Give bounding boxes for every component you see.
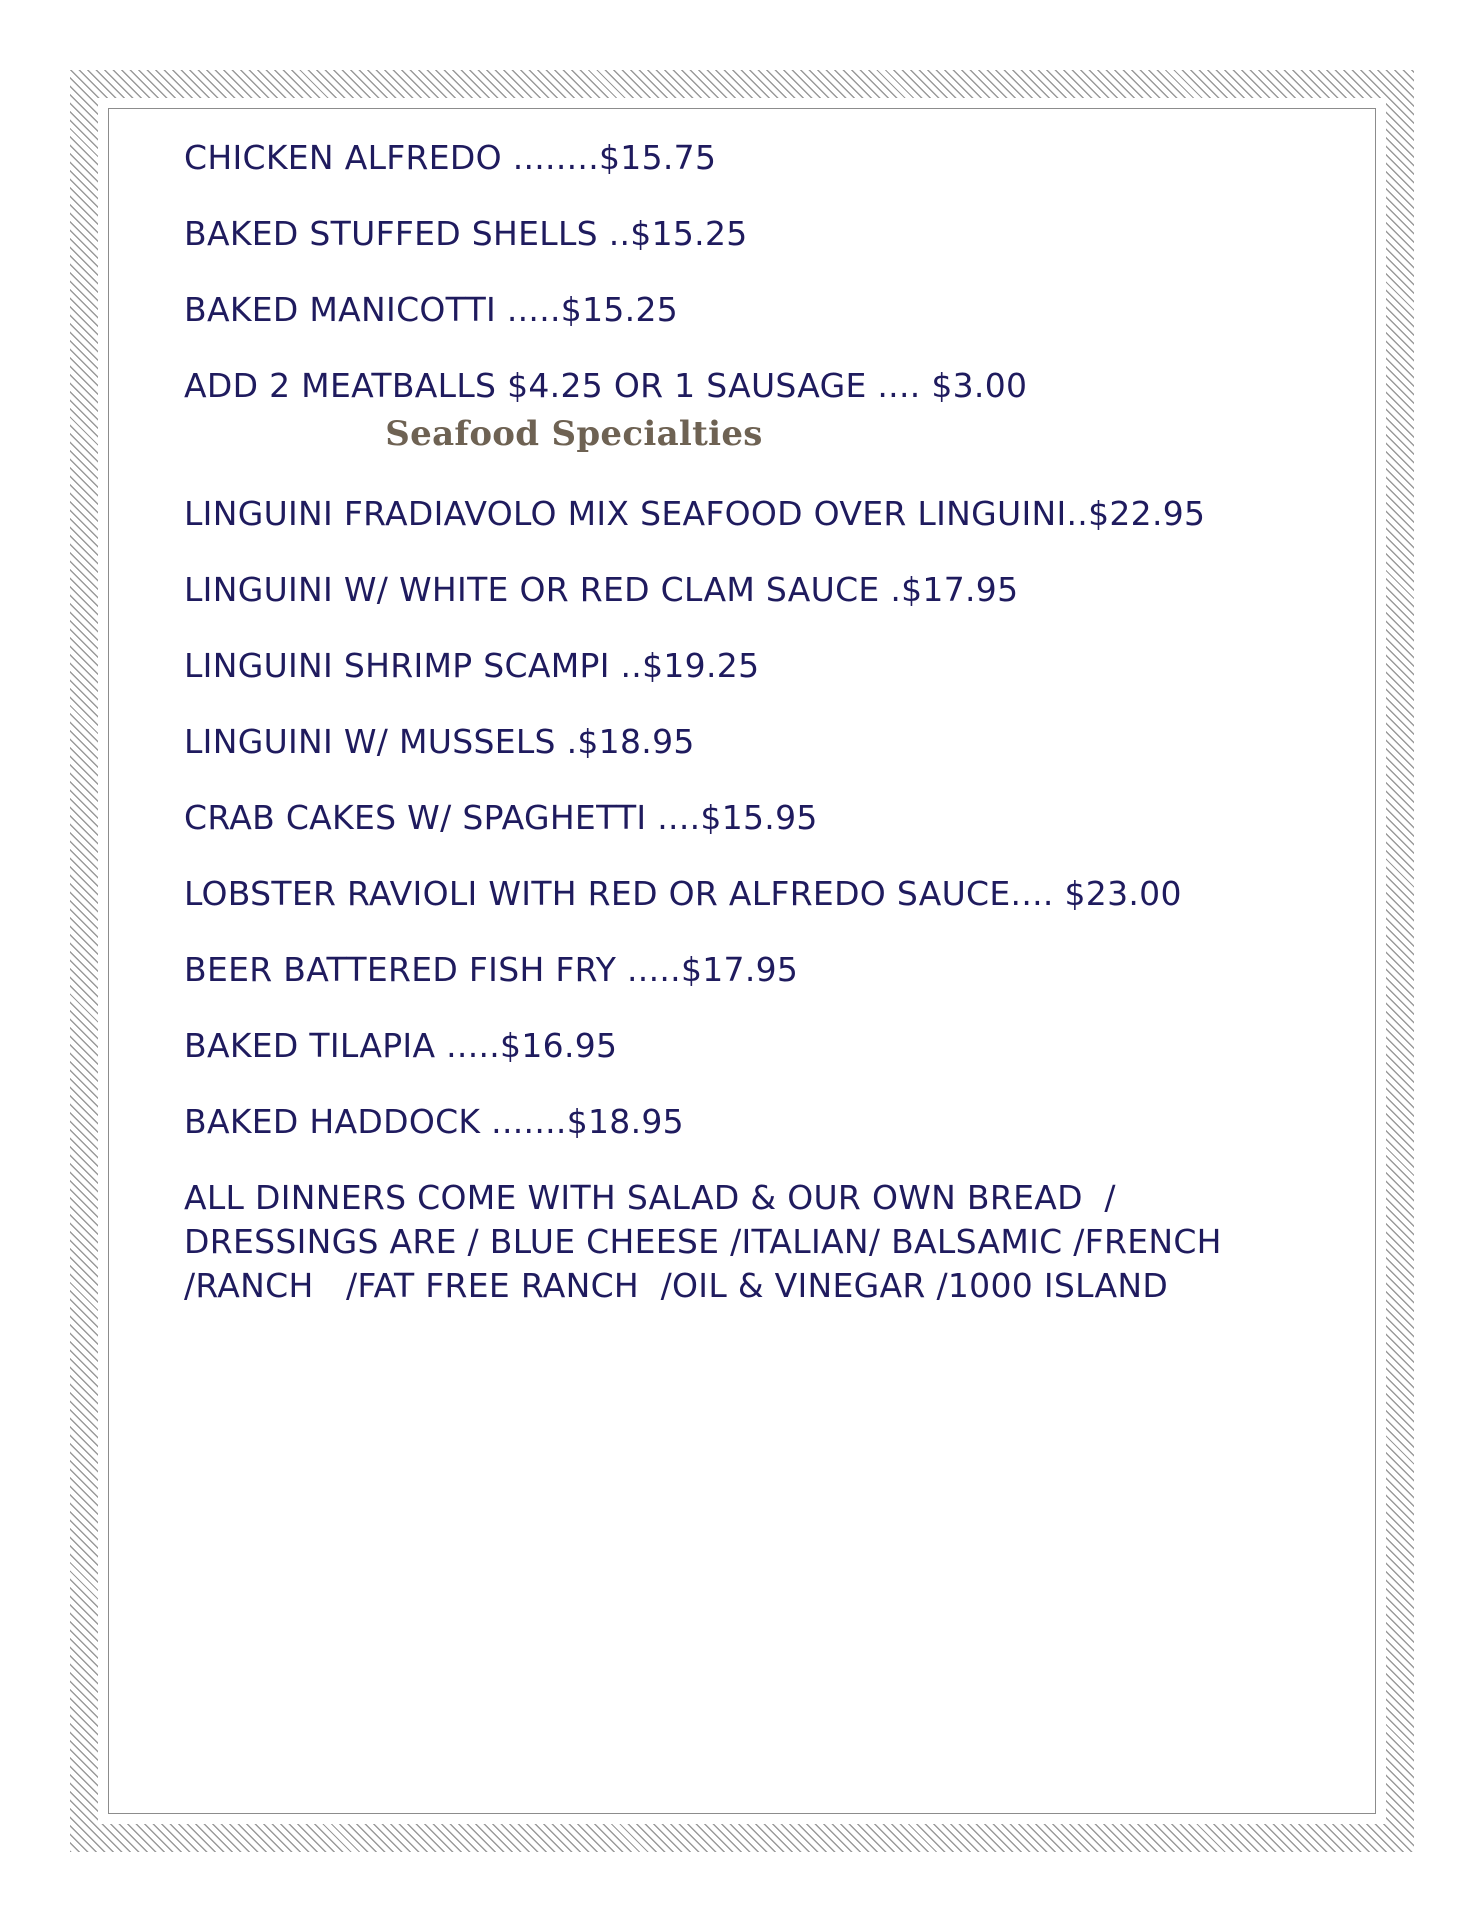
menu-item-baked-stuffed-shells: BAKED STUFFED SHELLS ..$15.25: [184, 214, 748, 253]
menu-item-linguini-fradiavolo: LINGUINI FRADIAVOLO MIX SEAFOOD OVER LINGUINI..$22.95: [184, 494, 1206, 533]
menu-item-crab-cakes: CRAB CAKES W/ SPAGHETTI ....$15.95: [184, 798, 818, 837]
menu-item-baked-haddock: BAKED HADDOCK .......$18.95: [184, 1102, 684, 1141]
menu-item-fish-fry: BEER BATTERED FISH FRY .....$17.95: [184, 950, 799, 989]
menu-item-linguini-clam-sauce: LINGUINI W/ WHITE OR RED CLAM SAUCE .$17.95: [184, 570, 1019, 609]
dinner-dressings-note: ALL DINNERS COME WITH SALAD & OUR OWN BREAD / DRESSINGS ARE / BLUE CHEESE /ITALIAN/ BALSAMIC /FRENCH /RANCH /FAT FREE RANCH /OIL & VINEGAR /1000 ISLAND: [184, 1178, 1233, 1305]
menu-item-lobster-ravioli: LOBSTER RAVIOLI WITH RED OR ALFREDO SAUCE.... $23.00: [184, 874, 1182, 913]
menu-content: [184, 136, 1264, 1340]
section-heading-seafood: Seafood Specialties: [385, 414, 763, 454]
menu-item-linguini-mussels: LINGUINI W/ MUSSELS .$18.95: [184, 722, 695, 761]
menu-item-linguini-shrimp-scampi: LINGUINI SHRIMP SCAMPI ..$19.25: [184, 646, 760, 685]
menu-item-baked-manicotti: BAKED MANICOTTI .....$15.25: [184, 290, 679, 329]
menu-item-chicken-alfredo: CHICKEN ALFREDO ........$15.75: [184, 138, 717, 177]
menu-item-add-meatballs-sausage: ADD 2 MEATBALLS $4.25 OR 1 SAUSAGE .... $3.00: [184, 366, 1028, 405]
menu-item-baked-tilapia: BAKED TILAPIA .....$16.95: [184, 1026, 618, 1065]
